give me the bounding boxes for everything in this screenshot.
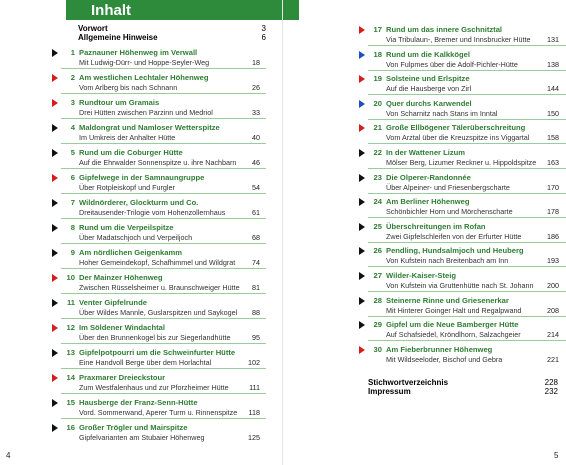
entry-divider — [368, 242, 566, 243]
tour-page-number: 170 — [547, 182, 559, 192]
entry-divider — [61, 193, 266, 194]
entry-divider — [61, 118, 266, 119]
tour-number: 6 — [70, 173, 75, 182]
page-number-right: 5 — [554, 451, 559, 460]
toc-entry[interactable] — [359, 173, 561, 195]
entry-divider — [61, 293, 266, 294]
toc-entry[interactable] — [52, 98, 262, 120]
tour-page-number: 144 — [547, 84, 559, 94]
tour-title: Steinerne Rinne und Griesenerkar — [386, 295, 509, 305]
difficulty-marker-icon — [52, 324, 58, 332]
tour-title: Großer Trögler und Mairspitze — [79, 423, 188, 432]
tour-title: Am Fieberbrunner Höhenweg — [386, 344, 493, 354]
difficulty-marker-icon — [52, 199, 58, 207]
difficulty-marker-icon — [359, 247, 365, 255]
difficulty-marker-icon — [359, 272, 365, 280]
tour-page-number: 131 — [547, 35, 559, 44]
toc-entry[interactable] — [52, 48, 262, 70]
tour-title: Die Olperer-Randonnée — [386, 172, 471, 182]
toc-entry[interactable] — [359, 74, 561, 96]
toc-entry[interactable] — [52, 398, 262, 420]
tour-title: Rundtour um Gramais — [79, 98, 160, 107]
heading-bar — [66, 0, 283, 20]
tour-subtitle: Mit Hinterer Goinger Halt und Regalpwand — [386, 305, 522, 315]
entry-divider — [368, 143, 566, 144]
toc-entry[interactable] — [52, 298, 262, 320]
toc-entry[interactable] — [52, 323, 262, 345]
tour-title: Paznauner Höhenweg im Verwall — [79, 48, 198, 57]
difficulty-marker-icon — [52, 249, 58, 257]
tour-number: 28 — [373, 295, 382, 305]
entry-divider — [368, 266, 566, 267]
difficulty-marker-icon — [359, 321, 365, 329]
tour-number: 8 — [70, 223, 75, 232]
difficulty-marker-icon — [359, 75, 365, 83]
tour-page-number: 221 — [547, 354, 559, 364]
tour-number: 7 — [70, 198, 75, 207]
toc-entry[interactable] — [359, 99, 561, 121]
entry-divider — [368, 193, 566, 194]
tour-number: 25 — [373, 221, 382, 231]
difficulty-marker-icon — [52, 149, 58, 157]
toc-entry[interactable] — [359, 123, 561, 145]
tour-subtitle: Über den Brunnenkogel bis zur Siegerlandhütte — [79, 333, 231, 342]
tour-title: Am Berliner Höhenweg — [386, 197, 470, 207]
tour-page-number: 54 — [252, 183, 260, 192]
tour-page-number: 33 — [252, 108, 260, 117]
tour-page-number: 178 — [547, 207, 559, 217]
tour-number: 21 — [373, 123, 382, 133]
back-matter-index[interactable] — [368, 378, 558, 387]
toc-entry[interactable] — [52, 173, 262, 195]
tour-number: 10 — [66, 273, 75, 282]
tour-subtitle: Über Rotpleiskopf und Furgler — [79, 183, 175, 192]
entry-divider — [61, 93, 266, 94]
tour-subtitle: Auf die Ehrwalder Sonnenspitze u. ihre Nachbarn — [79, 158, 237, 167]
tour-number: 29 — [373, 320, 382, 330]
difficulty-marker-icon — [52, 349, 58, 357]
entry-divider — [61, 368, 266, 369]
tour-subtitle: Über Madatschjoch und Verpeiljoch — [79, 233, 193, 242]
tour-subtitle: Vom Arztal über die Kreuzspitze ins Viggartal — [386, 133, 530, 143]
toc-entry[interactable] — [52, 223, 262, 245]
front-matter-vorwort[interactable] — [78, 24, 266, 33]
toc-entry[interactable] — [359, 50, 561, 72]
tour-title: Gipfelwege in der Samnaungruppe — [79, 173, 205, 182]
back-matter-label: Impressum — [368, 387, 411, 396]
difficulty-marker-icon — [359, 124, 365, 132]
tour-title: Pendling, Hundsalmjoch und Heuberg — [386, 246, 524, 256]
heading-bar-right — [283, 0, 299, 20]
tour-number: 3 — [70, 98, 75, 107]
toc-entry[interactable] — [359, 148, 561, 170]
tour-subtitle: Auf die Hausberge von Zirl — [386, 84, 472, 94]
tour-title: Im Söldener Windachtal — [79, 323, 166, 332]
toc-entry[interactable] — [52, 248, 262, 270]
tour-page-number: 26 — [252, 83, 260, 92]
tour-title: Wildnörderer, Glockturm und Co. — [79, 198, 199, 207]
tour-title: Hausberge der Franz-Senn-Hütte — [79, 398, 198, 407]
entry-divider — [61, 143, 266, 144]
tour-subtitle: Dreitausender-Trilogie vom Hohenzollernhaus — [79, 208, 226, 217]
entry-divider — [61, 318, 266, 319]
difficulty-marker-icon — [359, 346, 365, 354]
toc-entry[interactable] — [52, 198, 262, 220]
entry-divider — [368, 316, 566, 317]
tour-subtitle: Drei Hütten zwischen Parzinn und Medriol — [79, 108, 213, 117]
tour-subtitle: Gipfelvarianten am Stubaier Höhenweg — [79, 433, 205, 442]
difficulty-marker-icon — [52, 74, 58, 82]
tour-page-number: 61 — [252, 208, 260, 217]
difficulty-marker-icon — [359, 149, 365, 157]
tour-number: 26 — [373, 246, 382, 256]
tour-number: 30 — [373, 344, 382, 354]
tour-title: Quer durchs Karwendel — [386, 98, 472, 108]
difficulty-marker-icon — [359, 174, 365, 182]
entry-divider — [368, 168, 566, 169]
tour-page-number: 18 — [252, 58, 260, 67]
toc-entry[interactable] — [359, 296, 561, 318]
tour-title: Rund um die Coburger Hütte — [79, 148, 183, 157]
entry-divider — [61, 393, 266, 394]
tour-title: Venter Gipfelrunde — [79, 298, 147, 307]
toc-entry[interactable] — [359, 246, 561, 268]
tour-subtitle: Von Scharnitz nach Stans im Inntal — [386, 108, 498, 118]
tour-number: 2 — [70, 73, 75, 82]
entry-divider — [61, 268, 266, 269]
toc-entry[interactable] — [359, 271, 561, 293]
difficulty-marker-icon — [359, 223, 365, 231]
tour-page-number: 158 — [547, 133, 559, 143]
tour-number: 12 — [66, 323, 75, 332]
front-matter-hinweise[interactable] — [78, 33, 266, 42]
tour-subtitle: Zwischen Rüsselsheimer u. Braunschweiger Hütte — [79, 283, 240, 292]
toc-entry[interactable] — [52, 373, 262, 395]
entry-divider — [61, 68, 266, 69]
entry-divider — [61, 343, 266, 344]
tour-number: 9 — [70, 248, 75, 257]
tour-page-number: 200 — [547, 281, 559, 290]
toc-entry[interactable] — [52, 273, 262, 295]
difficulty-marker-icon — [52, 274, 58, 282]
right-page — [283, 0, 566, 465]
front-matter-label: Allgemeine Hinweise — [78, 33, 158, 42]
tour-page-number: 74 — [252, 258, 260, 267]
front-matter-label: Vorwort — [78, 24, 108, 33]
toc-entry[interactable] — [359, 222, 561, 244]
tour-title: Rund um die Kalkkögel — [386, 49, 470, 59]
difficulty-marker-icon — [52, 224, 58, 232]
difficulty-marker-icon — [359, 297, 365, 305]
tour-title: Große Ellbögener Tälerüberschreitung — [386, 123, 526, 133]
difficulty-marker-icon — [52, 124, 58, 132]
tour-number: 27 — [373, 271, 382, 280]
tour-subtitle: Im Umkreis der Anhalter Hütte — [79, 133, 176, 142]
difficulty-marker-icon — [359, 198, 365, 206]
entry-divider — [368, 291, 566, 292]
tour-title: Rund um die Verpeilspitze — [79, 223, 174, 232]
tour-page-number: 46 — [252, 158, 260, 167]
toc-entry[interactable] — [359, 345, 561, 367]
tour-title: Gipfelpotpourri um die Schweinfurter Hütte — [79, 348, 236, 357]
front-matter-page: 6 — [261, 33, 266, 42]
tour-subtitle: Schönbichler Horn und Mörchenscharte — [386, 207, 513, 217]
tour-subtitle: Vord. Sommerwand, Aperer Turm u. Rinnenspitze — [79, 408, 238, 417]
tour-title: Maldongrat und Namloser Wetterspitze — [79, 123, 220, 132]
entry-divider — [368, 45, 566, 46]
tour-subtitle: Von Kufstein via Gruttenhütte nach St. Johann — [386, 281, 534, 290]
back-matter-page: 228 — [544, 378, 558, 387]
entry-divider — [61, 243, 266, 244]
difficulty-marker-icon — [52, 299, 58, 307]
tour-number: 4 — [70, 123, 75, 132]
entry-divider — [61, 218, 266, 219]
toc-entry[interactable] — [52, 348, 262, 370]
tour-page-number: 150 — [547, 108, 559, 118]
back-matter-page: 232 — [544, 387, 558, 396]
tour-number: 16 — [66, 423, 75, 432]
tour-subtitle: Über Alpeiner- und Friesenbergscharte — [386, 182, 510, 192]
difficulty-marker-icon — [359, 100, 365, 108]
tour-title: Gipfel um die Neue Bamberger Hütte — [386, 320, 519, 330]
tour-number: 22 — [373, 148, 382, 157]
tour-page-number: 163 — [547, 158, 559, 167]
tour-number: 23 — [373, 172, 382, 182]
tour-subtitle: Zwei Gipfelschleifen von der Erfurter Hütte — [386, 231, 522, 241]
difficulty-marker-icon — [52, 399, 58, 407]
tour-page-number: 125 — [248, 433, 260, 442]
tour-number: 14 — [66, 373, 75, 382]
tour-number: 1 — [70, 48, 75, 57]
tour-page-number: 95 — [252, 333, 260, 342]
tour-number: 24 — [373, 197, 382, 207]
difficulty-marker-icon — [359, 26, 365, 34]
toc-entry[interactable] — [359, 25, 561, 47]
tour-number: 5 — [70, 148, 75, 157]
tour-number: 11 — [66, 298, 75, 307]
tour-page-number: 208 — [547, 305, 559, 315]
tour-title: Solsteine und Erlspitze — [386, 74, 470, 84]
tour-number: 15 — [66, 398, 75, 407]
tour-subtitle: Vom Arlberg bis nach Schnann — [79, 83, 178, 92]
entry-divider — [61, 418, 266, 419]
tour-page-number: 40 — [252, 133, 260, 142]
entry-divider — [368, 94, 566, 95]
tour-title: Am nördlichen Geigenkamm — [79, 248, 182, 257]
tour-title: In der Wattener Lizum — [386, 148, 466, 157]
difficulty-marker-icon — [52, 174, 58, 182]
toc-entry[interactable] — [52, 73, 262, 95]
difficulty-marker-icon — [359, 51, 365, 59]
entry-divider — [61, 168, 266, 169]
tour-page-number: 102 — [248, 358, 260, 367]
difficulty-marker-icon — [52, 49, 58, 57]
back-matter-impressum[interactable] — [368, 387, 558, 396]
entry-divider — [368, 119, 566, 120]
tour-subtitle: Von Fulpmes über die Adolf-Pichler-Hütte — [386, 59, 518, 69]
tour-number: 17 — [373, 25, 382, 34]
tour-page-number: 88 — [252, 308, 260, 317]
tour-title: Überschreitungen im Rofan — [386, 221, 486, 231]
entry-divider — [368, 70, 566, 71]
tour-subtitle: Via Tribulaun-, Bremer und Innsbrucker Hütte — [386, 35, 531, 44]
toc-entry[interactable] — [52, 123, 262, 145]
back-matter-label: Stichwortverzeichnis — [368, 378, 449, 387]
tour-page-number: 118 — [248, 408, 260, 417]
tour-subtitle: Hoher Gemeindekopf, Schafhimmel und Wildgrat — [79, 258, 236, 267]
entry-divider — [368, 340, 566, 341]
tour-subtitle: Mit Ludwig-Dürr- und Hoppe-Seyler-Weg — [79, 58, 210, 67]
toc-entry[interactable] — [359, 320, 561, 342]
tour-page-number: 111 — [249, 383, 260, 392]
toc-entry[interactable] — [52, 148, 262, 170]
page-title: Inhalt — [91, 2, 131, 19]
tour-subtitle: Mölser Berg, Lizumer Reckner u. Hippoldspitze — [386, 158, 537, 167]
tour-number: 19 — [373, 74, 382, 84]
tour-page-number: 68 — [252, 233, 260, 242]
tour-page-number: 81 — [252, 283, 260, 292]
toc-entry[interactable] — [52, 423, 262, 445]
tour-title: Der Mainzer Höhenweg — [79, 273, 163, 282]
page-number-left: 4 — [6, 451, 11, 460]
tour-page-number: 193 — [547, 256, 559, 266]
tour-subtitle: Zum Westfalenhaus und zur Pforzheimer Hütte — [79, 383, 229, 392]
front-matter-page: 3 — [261, 24, 266, 33]
tour-page-number: 214 — [547, 330, 559, 340]
tour-subtitle: Auf Schafsiedel, Kröndlhorn, Salzachgeier — [386, 330, 521, 340]
tour-number: 20 — [373, 98, 382, 108]
tour-title: Rund um das innere Gschnitztal — [386, 25, 503, 34]
difficulty-marker-icon — [52, 99, 58, 107]
difficulty-marker-icon — [52, 424, 58, 432]
tour-number: 13 — [66, 348, 75, 357]
tour-page-number: 138 — [547, 59, 559, 69]
toc-entry[interactable] — [359, 197, 561, 219]
difficulty-marker-icon — [52, 374, 58, 382]
tour-title: Am westlichen Lechtaler Höhenweg — [79, 73, 209, 82]
tour-subtitle: Eine Handvoll Berge über dem Horlachtal — [79, 358, 212, 367]
tour-title: Wilder-Kaiser-Steig — [386, 271, 456, 280]
tour-subtitle: Mit Wildseeloder, Bischof und Gebra — [386, 354, 503, 364]
tour-number: 18 — [373, 49, 382, 59]
tour-subtitle: Über Wildes Mannle, Guslarspitzen und Saykogel — [79, 308, 238, 317]
tour-subtitle: Von Kufstein nach Breitenbach am Inn — [386, 256, 509, 266]
tour-page-number: 186 — [547, 231, 559, 241]
tour-title: Praxmarer Dreieckstour — [79, 373, 166, 382]
entry-divider — [368, 217, 566, 218]
